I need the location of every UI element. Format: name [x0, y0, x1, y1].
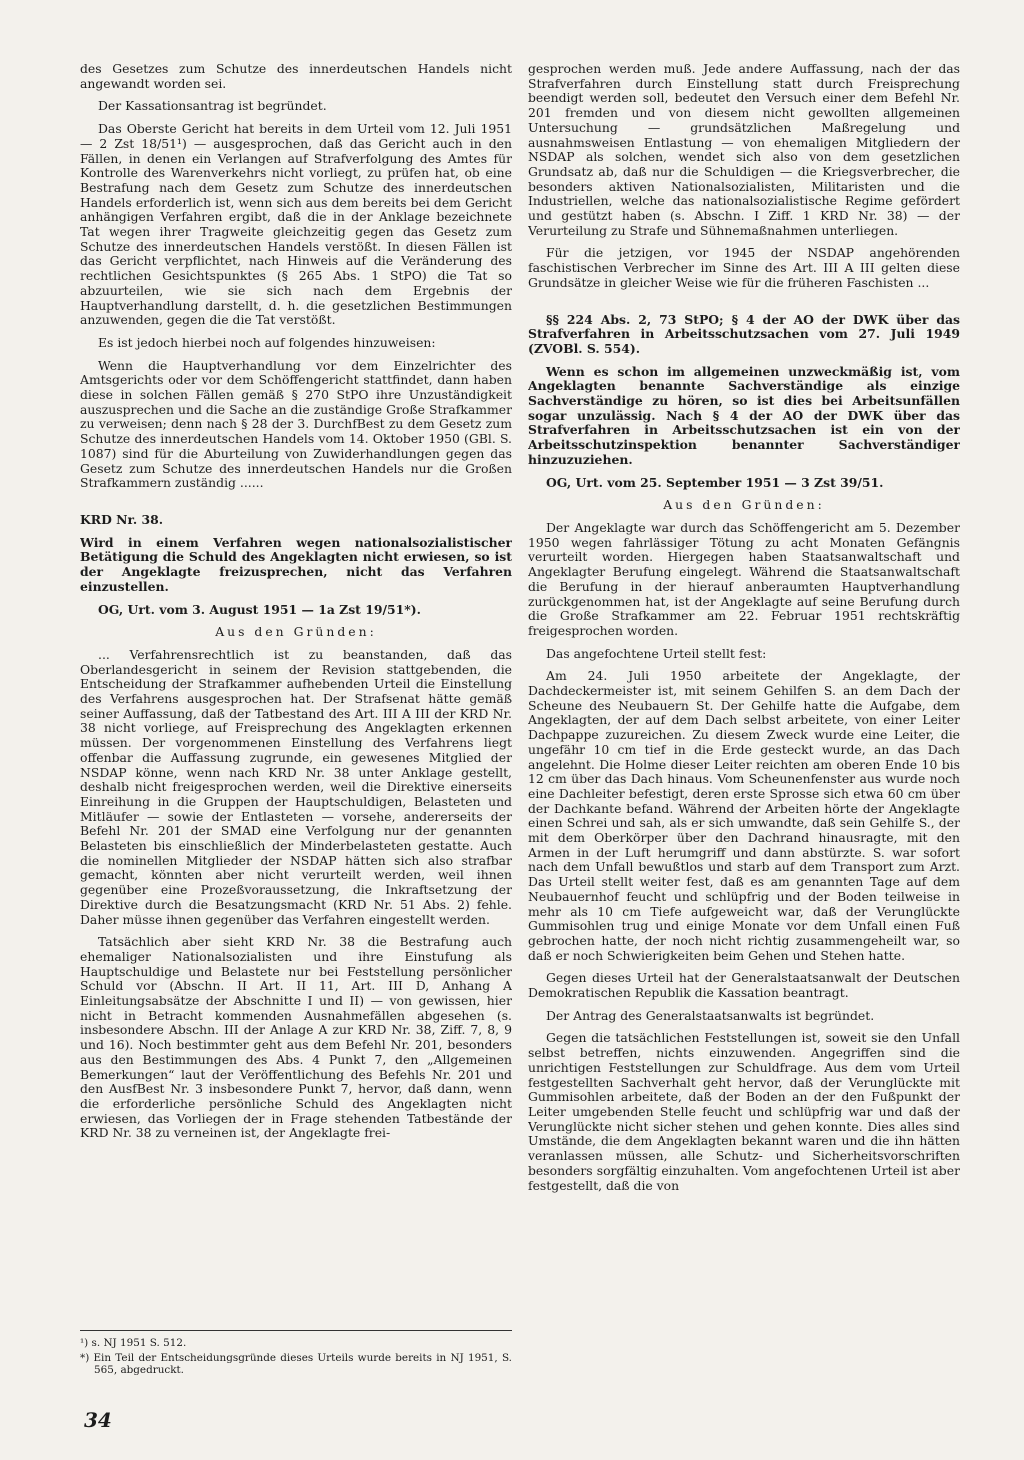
right-paragraph: gesprochen werden muß. Jede andere Auffassung, nach der das Strafverfahren durch Einstellung statt durch Freisprechung beendigt werden soll, bedeutet den Versuch einer dem Befehl Nr. 201 fremden und von diesem nicht gewollten allgemeinen Untersuchung — grundsätzlichen Maßregelung und ausnahmsweisen Entlastung — von ehemaligen Mitgliedern der NSDAP als solchen, wendet sich also von dem gesetzlichen Grundsatz ab, daß nur die Schuldigen — die Kriegsverbrecher, die besonders aktiven Nationalsozialisten, Militaristen und die Industriellen, welche das nationalsozialistische Regime gefördert und gestützt haben (s. Abschn. I Ziff. 1 KRD Nr. 38) — der Verurteilung zu Strafe und Sühnemaßnahmen unterliegen.	[528, 62, 960, 238]
right-paragraph: OG, Urt. vom 25. September 1951 — 3 Zst 39/51.	[546, 474, 884, 490]
footnote: *) Ein Teil der Entscheidungsgründe dieses Urteils wurde bereits in NJ 1951, S. 565, abgedruckt.	[80, 1351, 512, 1376]
left-column	[80, 62, 512, 1362]
right-paragraph: Am 24. Juli 1950 arbeitete der Angeklagte, der Dachdeckermeister ist, mit seinem Gehilfen S. an dem Dach der Scheune des Neubauern St. Der Gehilfe hatte die Aufgabe, dem Angeklagten, der auf dem Dach selbst arbeitete, von einer Leiter Dachpappe zuzureichen. Zu diesem Zweck wurde eine Leiter, die ungefähr 10 cm tief in die Erde gesteckt wurde, an das Dach angelehnt. Die Holme dieser Leiter reichten am oberen Ende 10 bis 12 cm über das Dach hinaus. Vom Scheunenfenster aus wurde noch eine Dachleiter befestigt, deren erste Sprosse sich etwa 60 cm über der Dachkante befand. Während der Arbeiten hörte der Angeklagte einen Schrei und sah, als er sich umwandte, daß sein Gehilfe S., der mit dem Oberkörper über den Dachrand hinausragte, mit den Armen in der Luft herumgriff und dann abstürzte. S. war sofort nach dem Unfall bewußtlos und starb auf dem Transport zum Arzt. Das Urteil stellt weiter fest, daß es am genannten Tage auf dem Neubauernhof feucht und schlüpfrig und der Boden teilweise in mehr als 10 cm Tiefe aufgeweicht war, daß der Verunglückte Gummisohlen trug und einige Monate vor dem Unfall einen Fuß gebrochen hatte, der noch nicht richtig zusammengeheilt war, so daß er noch Schwierigkeiten beim Gehen und Stehen hatte.	[528, 668, 960, 963]
left-paragraph: Aus den Gründen:	[215, 624, 377, 640]
left-paragraph: Der Kassationsantrag ist begründet.	[98, 98, 327, 114]
left-paragraph: ... Verfahrensrechtlich ist zu beanstanden, daß das Oberlandesgericht in seinem der Revision stattgebenden, die Entscheidung der Strafkammer aufhebenden Urteil die Einstellung des Verfahrens ausgesprochen hat. Der Strafsenat hätte gemäß seiner Auffassung, daß der Tatbestand des Art. III A III der KRD Nr. 38 nicht vorliege, auf Freisprechung des Angeklagten erkennen müssen. Der vorgenommenen Einstellung des Verfahrens liegt offenbar die Auffassung zugrunde, ein gewesenes Mitglied der NSDAP könne, wenn nach KRD Nr. 38 unter Anklage gestellt, deshalb nicht freigesprochen werden, weil die Direktive einerseits Einreihung in die Gruppen der Hauptschuldigen, Belasteten und Mitläufer — sowie der Entlasteten — vorsehe, andererseits der Befehl Nr. 201 der SMAD eine Verfolgung nur der genannten Belasteten bis einschließlich der Minderbelasteten gestatte. Auch die nominellen Mitglieder der NSDAP hätten sich also strafbar gemacht, könnten aber nicht verurteilt werden, weil ihnen gegenüber eine Prozeßvoraussetzung, die Inkraftsetzung der Direktive durch die Besatzungsmacht (KRD Nr. 51 Abs. 2) fehle. Daher müsse ihnen gegenüber das Verfahren eingestellt werden.	[80, 646, 512, 927]
right-paragraph: Der Antrag des Generalstaatsanwalts ist begründet.	[546, 1007, 875, 1023]
left-paragraph: Tatsächlich aber sieht KRD Nr. 38 die Bestrafung auch ehemaliger Nationalsozialisten und ihre Einstufung als Hauptschuldige und Belastete nur bei Feststellung persönlicher Schuld vor (Abschn. II Art. II 11, Art. III D, Anhang A Einleitungsabsätze der Abschnitte I und II) — von gewissen, hier nicht in Betracht kommenden Ausnahmefällen abgesehen (s. insbesondere Abschn. III der Anlage A zur KRD Nr. 38, Ziff. 7, 8, 9 und 16). Noch bestimmter geht aus dem Befehl Nr. 201, besonders aus den Bestimmungen des Abs. 4 Punkt 7, den „Allgemeinen Bemerkungen“ laut der Veröffentlichung des Befehls Nr. 201 und den AusfBest Nr. 3 insbesondere Punkt 7, hervor, daß dann, wenn die erforderliche persönliche Schuld des Angeklagten nicht erwiesen, das Vorliegen der in Frage stehenden Tatbestände der KRD Nr. 38 zu verneinen ist, der Angeklagte frei-	[80, 934, 512, 1141]
left-paragraph: Es ist jedoch hierbei noch auf folgendes hinzuweisen:	[98, 334, 436, 350]
right-paragraph: Aus den Gründen:	[663, 497, 825, 513]
right-paragraph: §§ 224 Abs. 2, 73 StPO; § 4 der AO der DWK über das Strafverfahren in Arbeitsschutzsachen vom 27. Juli 1949 (ZVOBl. S. 554).	[528, 311, 960, 356]
right-paragraph: Gegen dieses Urteil hat der Generalstaatsanwalt der Deutschen Demokratischen Republik die Kassation beantragt.	[528, 970, 960, 1001]
right-paragraph: Das angefochtene Urteil stellt fest:	[546, 645, 767, 661]
footnote: ¹) s. NJ 1951 S. 512.	[80, 1337, 187, 1349]
left-paragraph: des Gesetzes zum Schutze des innerdeutschen Handels nicht angewandt worden sei.	[80, 62, 512, 91]
left-paragraph: Wird in einem Verfahren wegen nationalsozialistischer Betätigung die Schuld des Angeklagten nicht erwiesen, so ist der Angeklagte freizusprechen, nicht das Verfahren einzustellen.	[80, 534, 512, 594]
footnotes	[80, 1330, 512, 1379]
right-paragraph: Wenn es schon im allgemeinen unzweckmäßig ist, vom Angeklagten benannte Sachverständige als einzige Sachverständige zu hören, so ist dies bei Arbeitsunfällen sogar unzulässig. Nach § 4 der AO der DWK über das Strafverfahren in Arbeitsschutzsachen ist ein von der Arbeitsschutzinspektion benannter Sachverständiger hinzuzuziehen.	[528, 363, 960, 467]
right-column	[528, 62, 960, 1392]
left-paragraph: OG, Urt. vom 3. August 1951 — 1a Zst 19/51*).	[98, 601, 421, 617]
right-paragraph: Für die jetzigen, vor 1945 der NSDAP angehörenden faschistischen Verbrecher im Sinne des Art. III A III gelten diese Grundsätze in gleicher Weise wie für die früheren Faschisten ...	[528, 245, 960, 290]
left-paragraph: Das Oberste Gericht hat bereits in dem Urteil vom 12. Juli 1951 — 2 Zst 18/51¹) — ausgesprochen, daß das Gericht auch in den Fällen, in denen ein Verlangen auf Strafverfolgung des Amtes für Kontrolle des Warenverkehrs nicht vorliegt, zu prüfen hat, ob eine Bestrafung nach dem Gesetz zum Schutze des innerdeutschen Handels erforderlich ist, wenn sich aus dem bereits bei dem Gericht anhängigen Verfahren ergibt, daß die in der Anklage bezeichnete Tat wegen ihrer Tragweite gleichzeitig gegen das Gesetz zum Schutze des innerdeutschen Handels verstößt. In diesen Fällen ist das Gericht verpflichtet, nach Hinweis auf die Veränderung des rechtlichen Gesichtspunktes (§ 265 Abs. 1 StPO) die Tat so abzuurteilen, wie sie sich nach dem Ergebnis der Hauptverhandlung darstellt, d. h. die gesetzlichen Bestimmungen anzuwenden, gegen die die Tat verstößt.	[80, 121, 512, 328]
right-paragraph: Gegen die tatsächlichen Feststellungen ist, soweit sie den Unfall selbst betreffen, nichts einzuwenden. Angegriffen sind die unrichtigen Feststellungen zur Schuldfrage. Aus dem vom Urteil festgestellten Sachverhalt geht hervor, daß der Verunglückte mit Gummisohlen arbeitete, daß der Boden an der den Fußpunkt der Leiter umgebenden Stelle feucht und schlüpfrig war und daß der Verunglückte nicht sicher stehen und gehen konnte. Dies alles sind Umstände, die dem Angeklagten bekannt waren und die ihn hätten veranlassen müssen, alle Schutz- und Sicherheitsvorschriften besonders sorgfältig einzuhalten. Vom angefochtenen Urteil ist aber festgestellt, daß die von	[528, 1030, 960, 1193]
page-number: 34	[84, 1408, 112, 1432]
left-paragraph: Wenn die Hauptverhandlung vor dem Einzelrichter des Amtsgerichts oder vor dem Schöffengericht stattfindet, dann haben diese in solchen Fällen gemäß § 270 StPO ihre Unzuständigkeit auszusprechen und die Sache an die zuständige Große Strafkammer zu verweisen; denn nach § 28 der 3. DurchfBest zu dem Gesetz zum Schutze des innerdeutschen Handels vom 14. Oktober 1950 (GBl. S. 1087) sind für die Aburteilung von Zuwiderhandlungen gegen das Gesetz zum Schutze des innerdeutschen Handels nur die Großen Strafkammern zuständig ......	[80, 357, 512, 491]
left-paragraph: KRD Nr. 38.	[80, 511, 164, 527]
right-paragraph: Der Angeklagte war durch das Schöffengericht am 5. Dezember 1950 wegen fahrlässiger Tötung zu acht Monaten Gefängnis verurteilt worden. Hiergegen haben Staatsanwaltschaft und Angeklagter Berufung eingelegt. Während die Staatsanwaltschaft die Berufung in der hierauf anberaumten Hauptverhandlung zurückgenommen hat, ist der Angeklagte auf seine Berufung durch die Große Strafkammer am 22. Februar 1951 rechtskräftig freigesprochen worden.	[528, 519, 960, 638]
